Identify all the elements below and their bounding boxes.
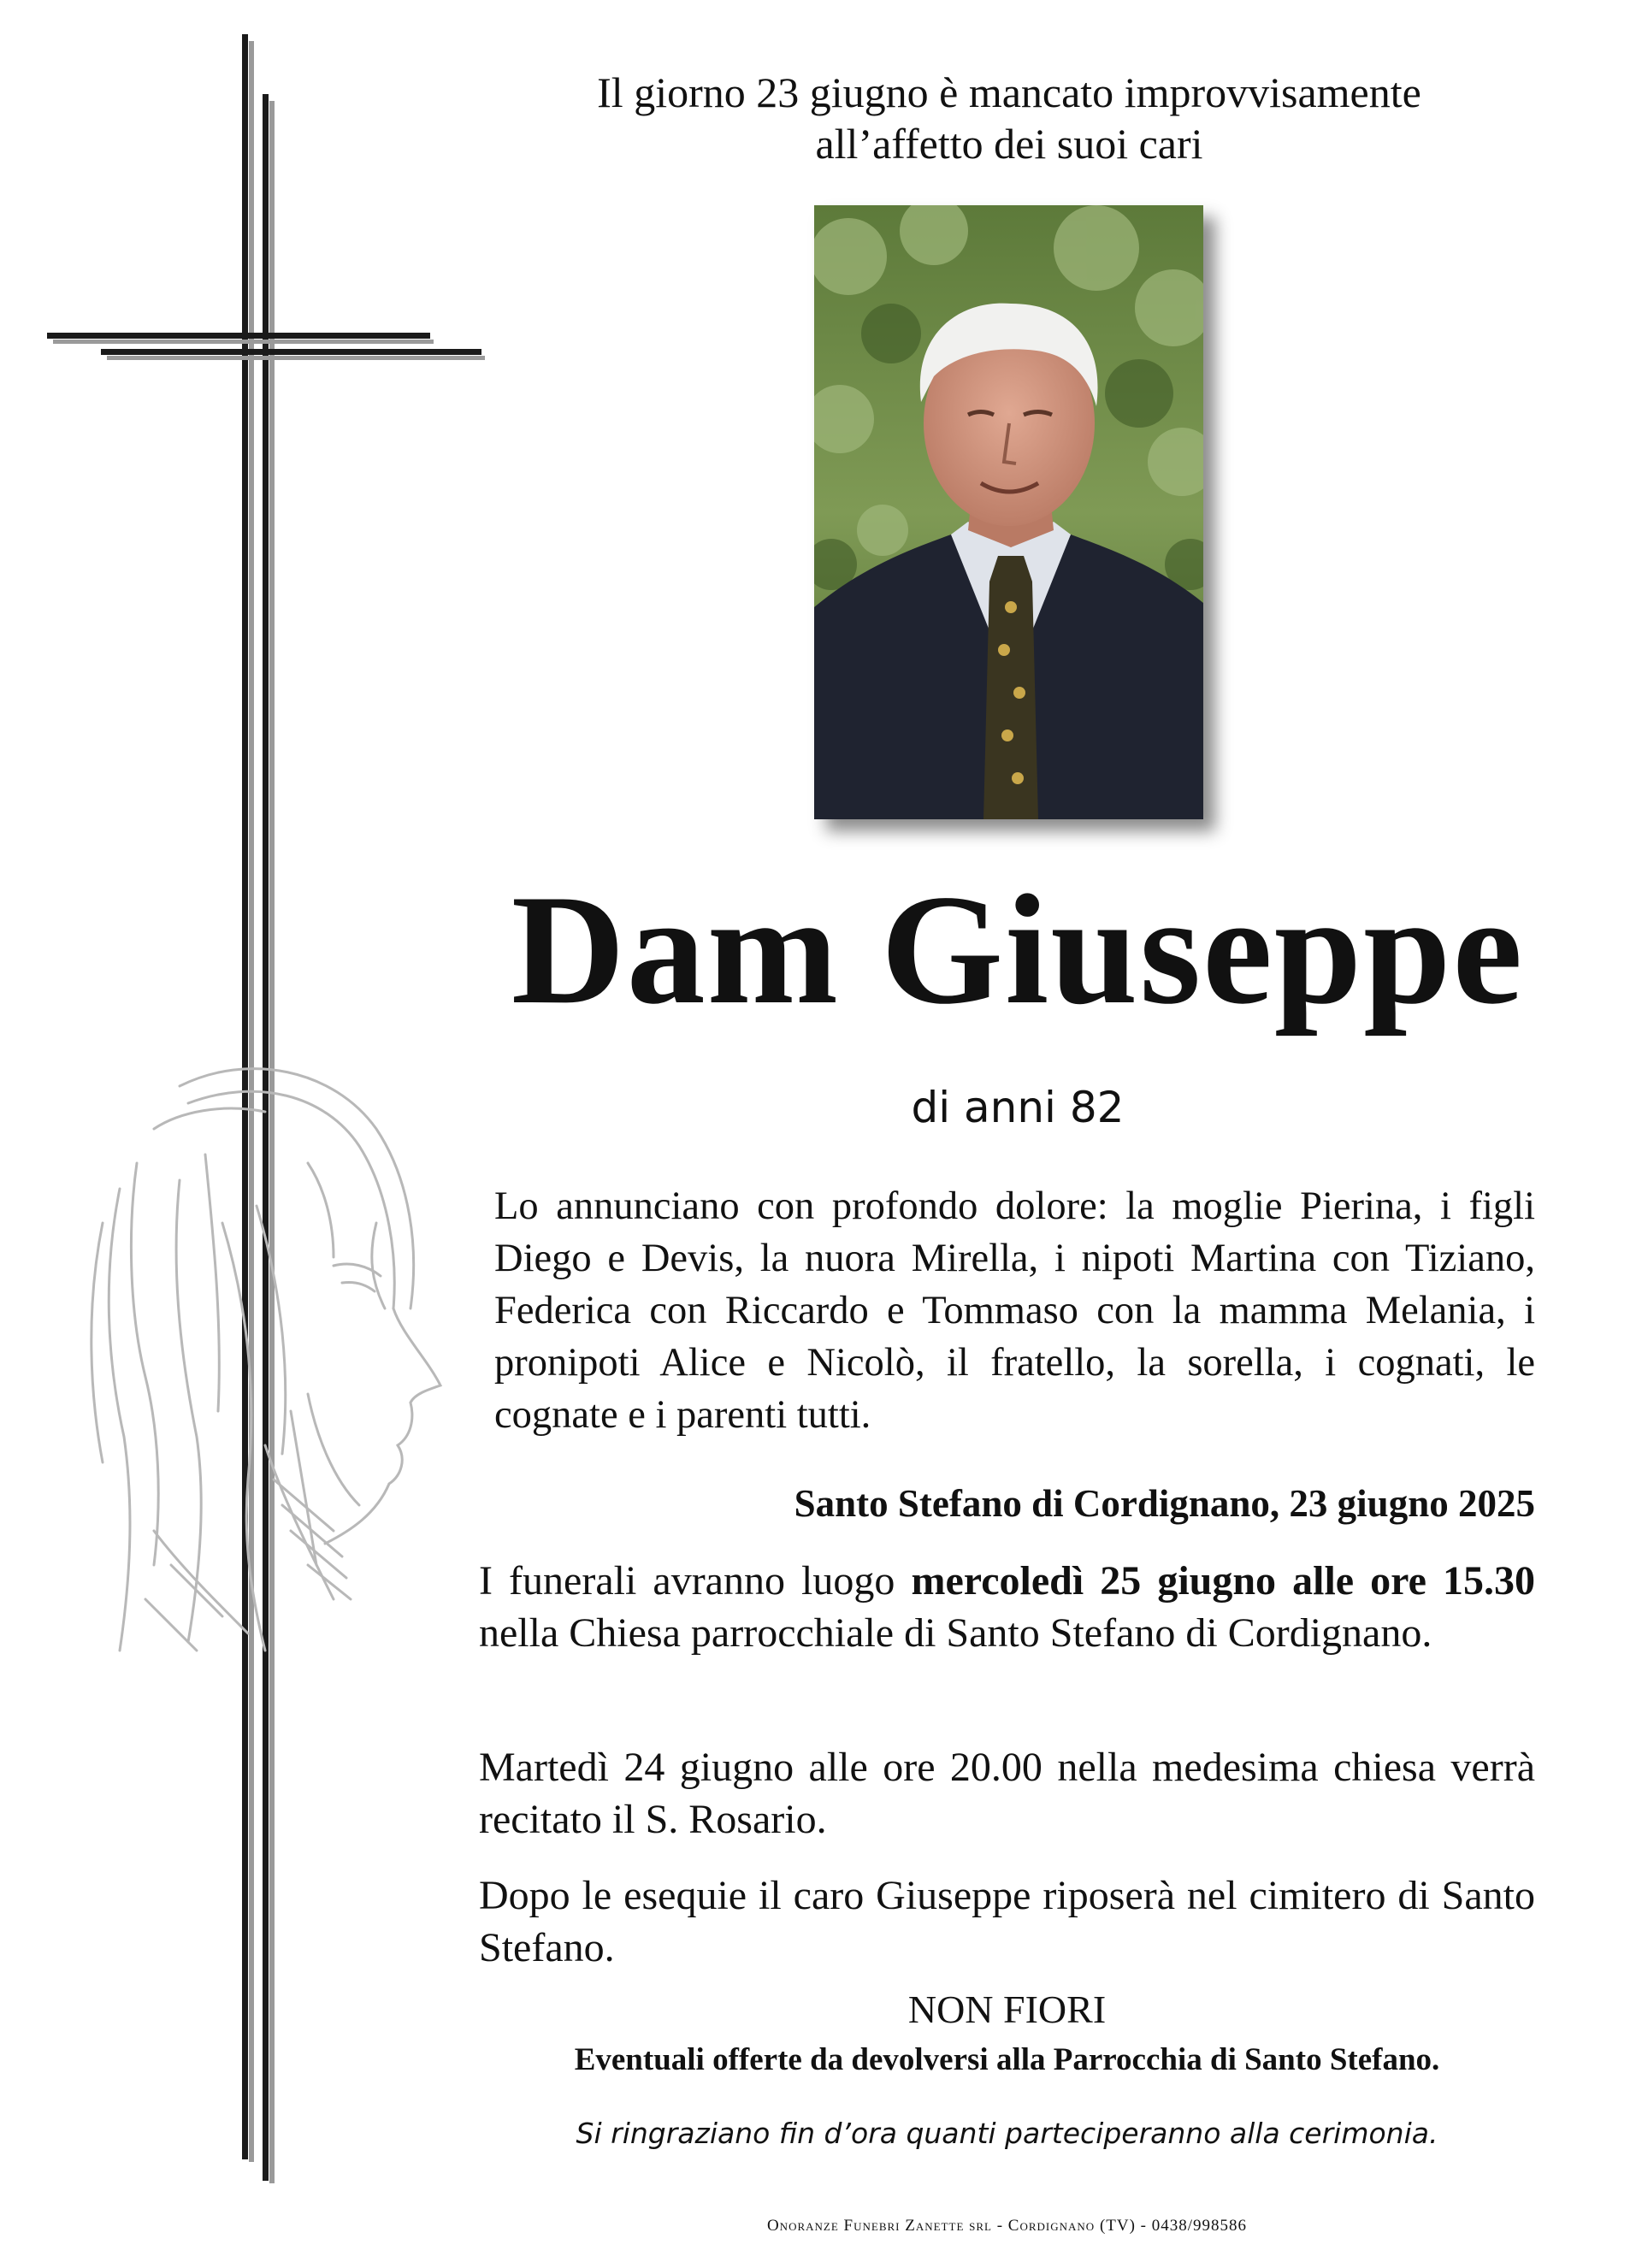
rosary-text: Martedì 24 giugno alle ore 20.00 nella medesima chiesa verrà recitato il S. Rosario. <box>479 1745 1535 1842</box>
funeral-text-before: I funerali avranno luogo <box>479 1558 912 1604</box>
intro-text <box>479 67 1539 169</box>
funeral-text <box>479 1555 1535 1659</box>
place-date: Santo Stefano di Cordignano, 23 giugno 2025 <box>794 1482 1535 1525</box>
thanks-text: Si ringraziano fin d’ora quanti parteciperanno alla cerimonia. <box>576 2117 1438 2150</box>
deceased-age: di anni 82 <box>911 1083 1125 1132</box>
funeral-text-after: nella Chiesa parrocchiale di Santo Stefano di Cordignano. <box>479 1610 1432 1656</box>
funeral-home-footer: Onoranze Funebri Zanette srl - Cordignano (TV) - 0438/998586 <box>766 2217 1248 2235</box>
deceased-name: Dam Giuseppe <box>511 862 1525 1037</box>
offerings-text: Eventuali offerte da devolversi alla Parrocchia di Santo Stefano. <box>574 2042 1440 2077</box>
no-flowers: NON FIORI <box>907 1987 1107 2031</box>
portrait-photo <box>814 205 1203 819</box>
intro-line-1: Il giorno 23 giugno è mancato improvvisamente <box>597 68 1421 116</box>
announcement-text: Lo annunciano con profondo dolore: la moglie Pierina, i figli Diego e Devis, la nuora Mirella, i nipoti Martina con Tiziano, Federica con Riccardo e Tommaso con la mamma Melania, i pronipoti Alice e Nicolò, il fratello, la sorella, i cognati, le cognate e i parenti tutti. <box>494 1184 1535 1437</box>
funeral-datetime: mercoledì 25 giugno alle ore 15.30 <box>911 1558 1535 1604</box>
christ-sketch <box>51 1052 445 1685</box>
intro-line-2: all’affetto dei suoi cari <box>815 120 1203 168</box>
burial-text: Dopo le esequie il caro Giuseppe riposerà nel cimitero di Santo Stefano. <box>479 1873 1535 1970</box>
